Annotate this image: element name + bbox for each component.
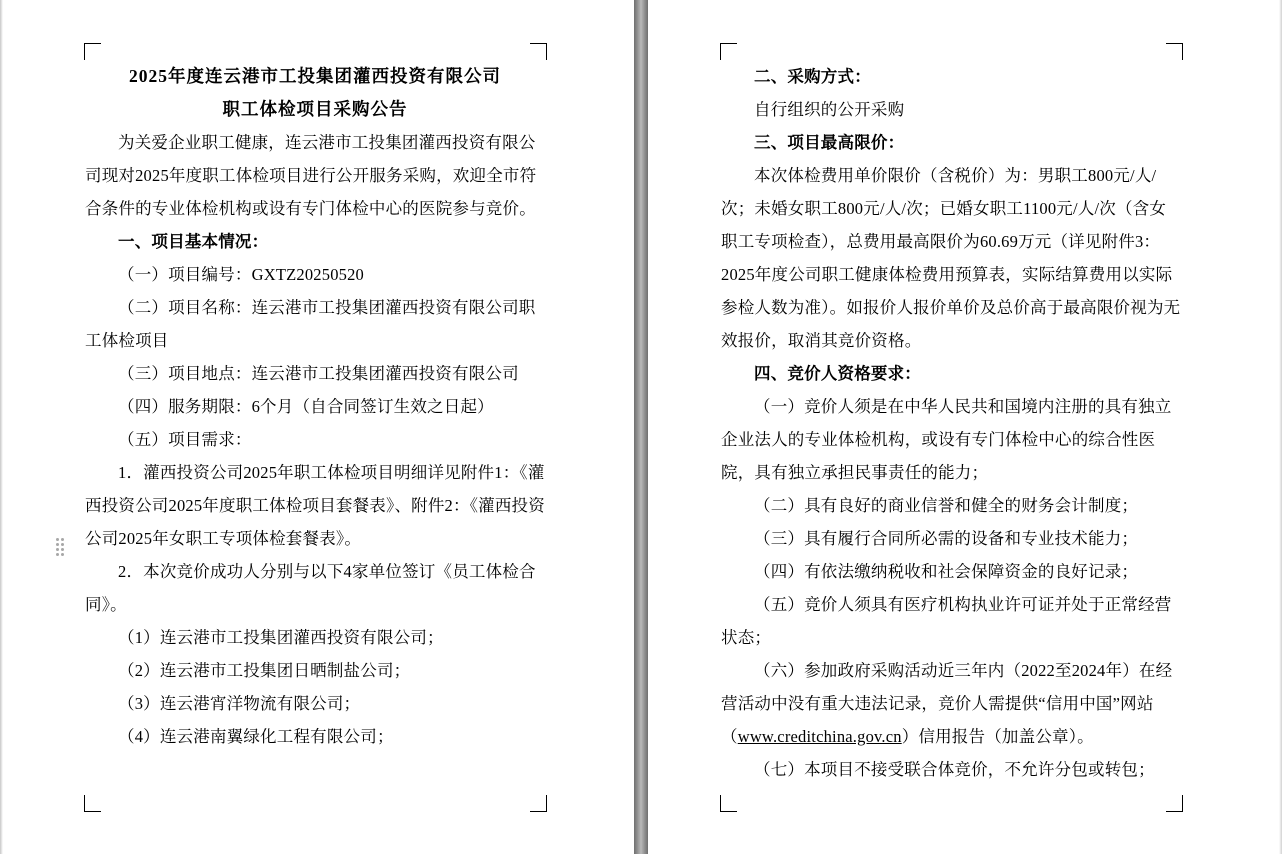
page-left-edge-shadow	[0, 0, 3, 854]
crop-mark-top-right	[1166, 43, 1183, 60]
document-title-line-1: 2025年度连云港市工投集团灌西投资有限公司	[129, 66, 501, 86]
paragraph-qualification-7: （七）本项目不接受联合体竞价，不允许分包或转包；	[754, 760, 1155, 779]
paragraph-company-1: （1）连云港市工投集团灌西投资有限公司；	[118, 628, 444, 647]
creditchina-link[interactable]: www.creditchina.gov.cn	[737, 727, 902, 746]
paragraph-intro: 为关爱企业职工健康，连云港市工投集团灌西投资有限公司现对2025年度职工体检项目进行公开服务采购，欢迎全市符合条件的专业体检机构或设有专门体检中心的医院参与竞价。	[85, 133, 537, 218]
crop-mark-bottom-left	[720, 795, 737, 812]
document-title-line-2: 职工体检项目采购公告	[222, 99, 408, 119]
qualification-6-text-before: （六）参加政府采购活动近三年内（2022至2024年）在经营活动中没有重大违法记录，竞价人需提供“信用中国”网站（	[721, 661, 1173, 746]
paragraph-qualification-3: （三）具有履行合同所必需的设备和专业技术能力；	[754, 529, 1139, 548]
paragraph-project-code: （一）项目编号：GXTZ20250520	[118, 265, 364, 284]
crop-mark-top-left	[84, 43, 101, 60]
crop-mark-bottom-right	[530, 795, 547, 812]
paragraph-project-name: （二）项目名称：连云港市工投集团灌西投资有限公司职工体检项目	[85, 298, 536, 350]
paragraph-qualification-1: （一）竞价人须是在中华人民共和国境内注册的具有独立企业法人的专业体检机构，或设有专门体检中心的综合性医院，具有独立承担民事责任的能力；	[721, 397, 1172, 482]
page-right-content	[721, 60, 1181, 786]
crop-mark-top-left	[720, 43, 737, 60]
paragraph-requirement-item-2: 2．本次竞价成功人分别与以下4家单位签订《员工体检合同》。	[85, 562, 536, 614]
paragraph-qualification-5: （五）竞价人须具有医疗机构执业许可证并处于正常经营状态；	[721, 595, 1172, 647]
paragraph-project-requirements: （五）项目需求：	[118, 430, 252, 449]
paragraph-qualification-2: （二）具有良好的商业信誉和健全的财务会计制度；	[754, 496, 1139, 515]
document-page-right	[648, 0, 1282, 854]
page-gutter	[634, 0, 648, 854]
paragraph-company-4: （4）连云港南翼绿化工程有限公司；	[118, 727, 394, 746]
paragraph-company-3: （3）连云港宵洋物流有限公司；	[118, 694, 361, 713]
paragraph-procurement-method: 自行组织的公开采购	[754, 100, 905, 119]
paragraph-qualification-6	[721, 654, 1181, 753]
paragraph-company-2: （2）连云港市工投集团日晒制盐公司；	[118, 661, 411, 680]
paragraph-project-location: （三）项目地点：连云港市工投集团灌西投资有限公司	[118, 364, 519, 383]
page-left-content	[85, 60, 545, 753]
paragraph-price-ceiling: 本次体检费用单价限价（含税价）为：男职工800元/人/次；未婚女职工800元/人/次；已婚女职工1100元/人/次（含女职工专项检查），总费用最高限价为60.69万元（详见附件3：2025年度公司职工健康体检费用预算表，实际结算费用以实际参检人数为准）。如报价人报价单价及总价高于最高限价视为无效报价，取消其竞价资格。	[721, 166, 1181, 350]
qualification-6-text-after: ）信用报告（加盖公章）。	[901, 727, 1094, 746]
section-heading-2: 二、采购方式：	[754, 67, 871, 86]
paragraph-requirement-item-1: 1．灌西投资公司2025年职工体检项目明细详见附件1：《灌西投资公司2025年度职工体检项目套餐表》、附件2：《灌西投资公司2025年女职工专项体检套餐表》。	[85, 463, 545, 548]
document-page-left	[0, 0, 634, 854]
section-heading-1: 一、项目基本情况：	[118, 232, 269, 251]
crop-mark-top-right	[530, 43, 547, 60]
drag-handle[interactable]	[56, 538, 65, 556]
paragraph-service-period: （四）服务期限：6个月（自合同签订生效之日起）	[118, 397, 494, 416]
section-heading-3: 三、项目最高限价：	[754, 133, 905, 152]
crop-mark-bottom-right	[1166, 795, 1183, 812]
section-heading-4: 四、竞价人资格要求：	[754, 364, 921, 383]
crop-mark-bottom-left	[84, 795, 101, 812]
paragraph-qualification-4: （四）有依法缴纳税收和社会保障资金的良好记录；	[754, 562, 1139, 581]
